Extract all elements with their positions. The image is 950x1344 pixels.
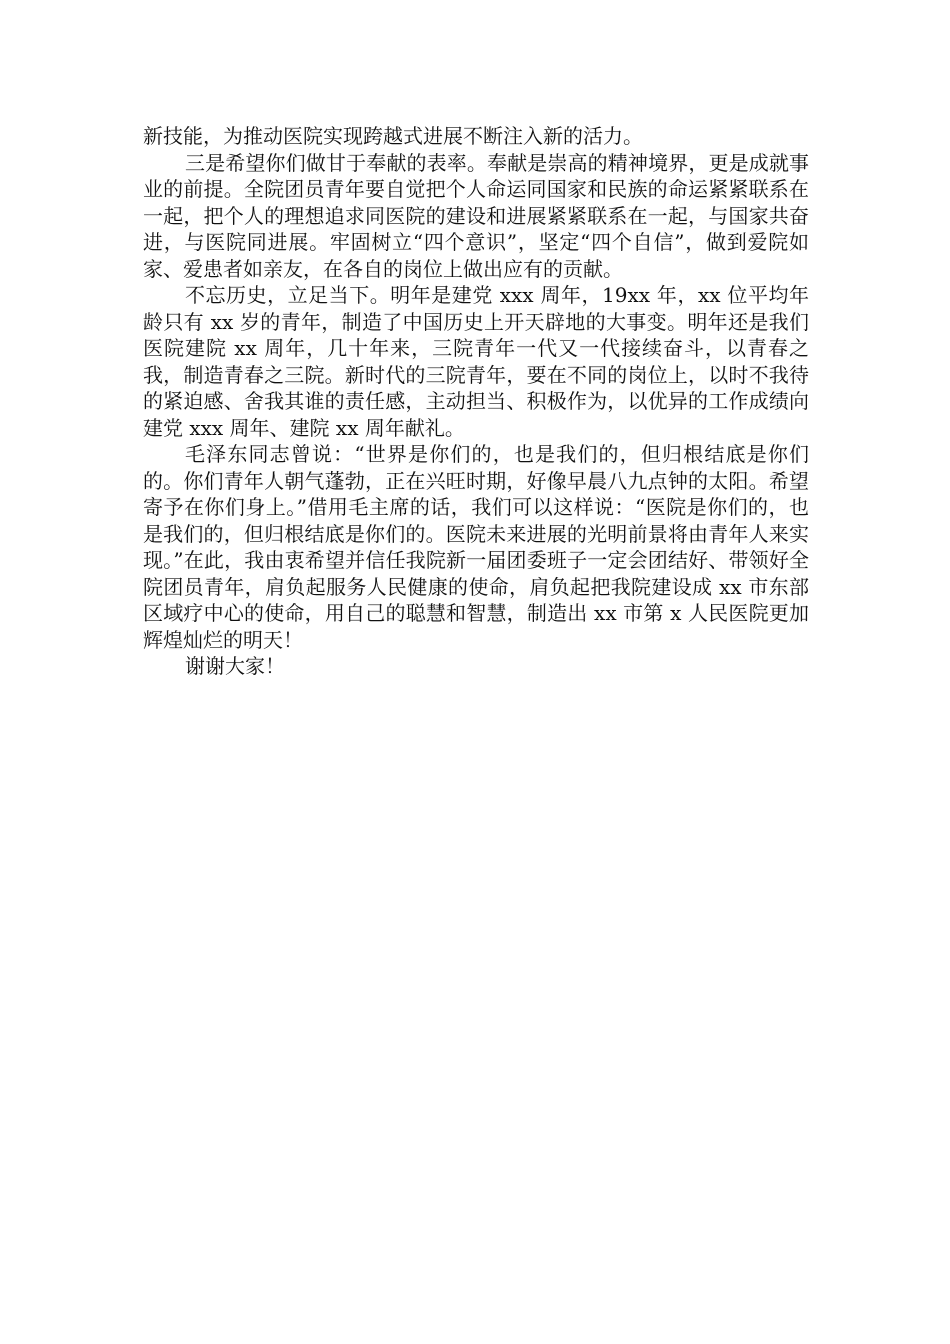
paragraph-thanks: 谢谢大家！ (185, 654, 285, 678)
paragraph-dedication: 三是希望你们做甘于奉献的表率。奉献是崇高的精神境界，更是成就事业的前提。全院团员青年要自觉把个人命运同国家和民族的命运紧紧联系在一起，把个人的理想追求同医院的建设和进展紧紧联系在一起，与国家共奋进，与医院同进展。牢固树立“四个意识”，坚定“四个自信”，做到爱院如家、爱患者如亲友，在各自的岗位上做出应有的贡献。 (143, 150, 809, 281)
document-body (143, 123, 809, 680)
paragraph-continuation: 新技能，为推动医院实现跨越式进展不断注入新的活力。 (143, 124, 643, 148)
paragraph-history: 不忘历史，立足当下。明年是建党 xxx 周年，19xx 年，xx 位平均年龄只有 xx 岁的青年，制造了中国历史上开天辟地的大事变。明年还是我们医院建院 xx 周年，几十年来，三院青年一代又一代接续奋斗，以青春之我，制造青春之三院。新时代的三院青年，要在不同的岗位上，以时不我待的紧迫感、舍我其谁的责任感，主动担当、积极作为，以优异的工作成绩向建党 xxx 周年、建院 xx 周年献礼。 (143, 283, 809, 440)
paragraph-quote: 毛泽东同志曾说：“世界是你们的，也是我们的，但归根结底是你们的。你们青年人朝气蓬勃，正在兴旺时期，好像早晨八九点钟的太阳。希望寄予在你们身上。”借用毛主席的话，我们可以这样说：“医院是你们的，也是我们的，但归根结底是你们的。医院未来进展的光明前景将由青年人来实现。”在此，我由衷希望并信任我院新一届团委班子一定会团结好、带领好全院团员青年，肩负起服务人民健康的使命，肩负起把我院建设成 xx 市东部区域疗中心的使命，用自己的聪慧和智慧，制造出 xx 市第 x 人民医院更加辉煌灿烂的明天！ (143, 442, 809, 652)
